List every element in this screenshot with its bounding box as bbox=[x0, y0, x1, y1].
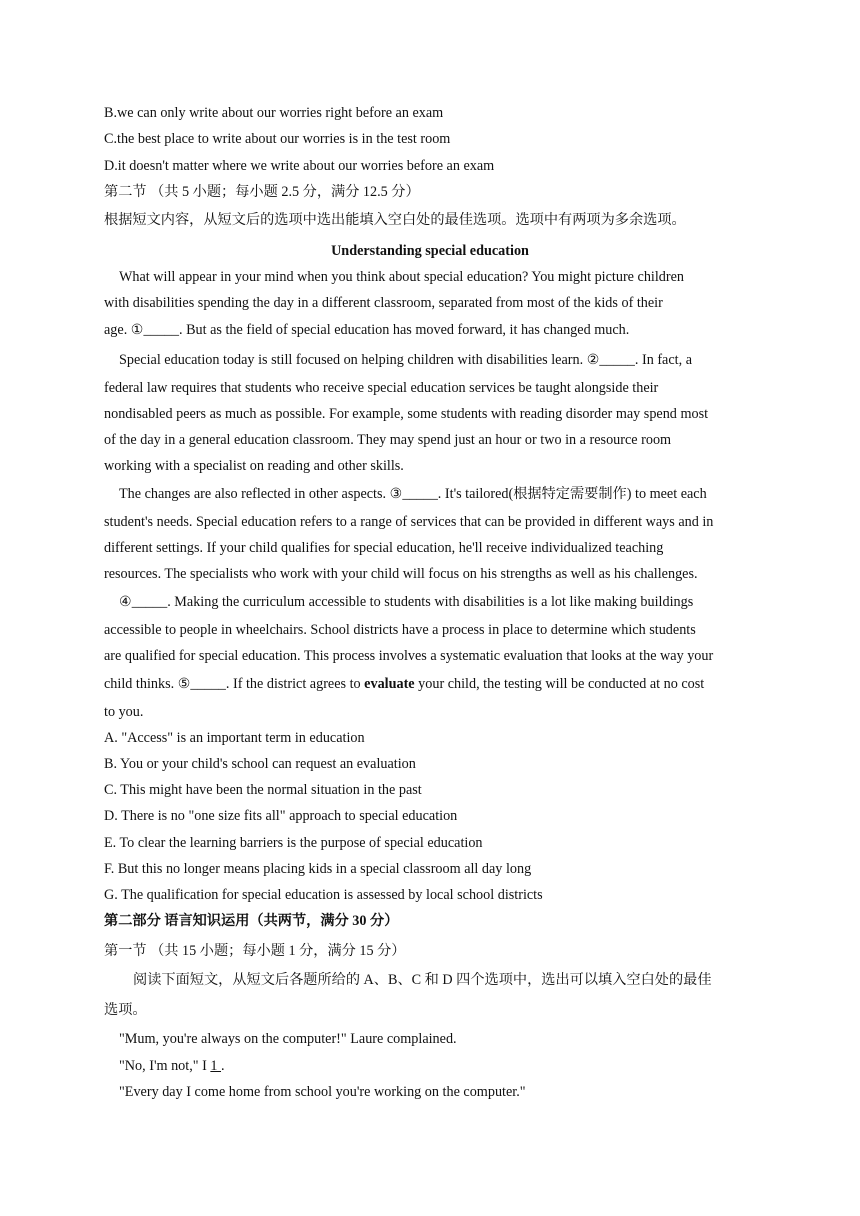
paragraph-4-text: your child, the testing will be conducted at no cost bbox=[414, 676, 705, 692]
answer-option-d: D. There is no "one size fits all" approach to special education bbox=[104, 808, 458, 824]
bold-keyword: evaluate bbox=[364, 676, 415, 692]
dialogue-line: "Every day I come home from school you're working on the computer." bbox=[119, 1084, 526, 1100]
part-heading: 第二部分 语言知识运用（共两节，满分 30 分） bbox=[104, 913, 399, 929]
paragraph-1-line: age. ①_____. But as the field of special education has moved forward, it has changed much. bbox=[104, 322, 630, 338]
answer-option-f: F. But this no longer means placing kids in a special classroom all day long bbox=[104, 861, 532, 877]
dialogue-text: . bbox=[221, 1058, 225, 1074]
paragraph-1-line: What will appear in your mind when you think about special education? You might picture children bbox=[119, 269, 685, 285]
paragraph-2-line: working with a specialist on reading and other skills. bbox=[104, 458, 404, 474]
paragraph-4-text: child thinks. ⑤_____. If the district agrees to bbox=[104, 676, 365, 692]
section-instructions: 阅读下面短文，从短文后各题所给的 A、B、C 和 D 四个选项中，选出可以填入空白处的最佳 bbox=[133, 972, 712, 988]
paragraph-2-line: federal law requires that students who receive special education services be taught alongside their bbox=[104, 380, 659, 396]
dialogue-line bbox=[119, 1056, 779, 1076]
paragraph-2-line: nondisabled peers as much as possible. For example, some students with reading disorder may spend most bbox=[104, 406, 709, 422]
paragraph-4-line: ④_____. Making the curriculum accessible to students with disabilities is a lot like making buildings bbox=[119, 594, 694, 610]
dialogue-text: "No, I'm not," I bbox=[119, 1058, 211, 1074]
paragraph-3-line: student's needs. Special education refers to a range of services that can be provided in different ways and in bbox=[104, 514, 714, 530]
paragraph-3-line: different settings. If your child qualifies for special education, he'll receive individualized teaching bbox=[104, 540, 664, 556]
dialogue-line: "Mum, you're always on the computer!" Laure complained. bbox=[119, 1031, 457, 1047]
paragraph-2-line: Special education today is still focused on helping children with disabilities learn. ②_____. In fact, a bbox=[119, 352, 692, 368]
section-instructions: 选项。 bbox=[104, 1002, 147, 1018]
paragraph-2-line: of the day in a general education classroom. They may spend just an hour or two in a resource room bbox=[104, 432, 672, 448]
paragraph-3-line: resources. The specialists who work with your child will focus on his strengths as well as his challenges. bbox=[104, 566, 698, 582]
passage-title: Understanding special education bbox=[331, 243, 529, 259]
answer-option-a: A. "Access" is an important term in education bbox=[104, 730, 365, 746]
paragraph-4-line: are qualified for special education. This process involves a systematic evaluation that looks at the way your bbox=[104, 648, 714, 664]
section-heading: 第二节 （共 5 小题；每小题 2.5 分，满分 12.5 分） bbox=[104, 184, 420, 200]
paragraph-3-line: The changes are also reflected in other aspects. ③_____. It's tailored(根据特定需要制作) to meet each bbox=[119, 486, 707, 502]
paragraph-4-line: to you. bbox=[104, 704, 144, 720]
answer-option-c: C. This might have been the normal situation in the past bbox=[104, 782, 422, 798]
section-heading: 第一节 （共 15 小题；每小题 1 分，满分 15 分） bbox=[104, 943, 406, 959]
answer-option-g: G. The qualification for special education is assessed by local school districts bbox=[104, 887, 543, 903]
section-instructions: 根据短文内容，从短文后的选项中选出能填入空白处的最佳选项。选项中有两项为多余选项。 bbox=[104, 212, 686, 228]
paragraph-4-line: accessible to people in wheelchairs. School districts have a process in place to determine which students bbox=[104, 622, 696, 638]
answer-option-b: B. You or your child's school can request an evaluation bbox=[104, 756, 416, 772]
question-option-c: C.the best place to write about our worries is in the test room bbox=[104, 131, 451, 147]
answer-option-e: E. To clear the learning barriers is the purpose of special education bbox=[104, 835, 483, 851]
paragraph-4-line bbox=[104, 674, 764, 694]
question-option-b: B.we can only write about our worries right before an exam bbox=[104, 105, 444, 121]
paragraph-1-line: with disabilities spending the day in a different classroom, separated from most of the kids of their bbox=[104, 295, 663, 311]
question-option-d: D.it doesn't matter where we write about our worries before an exam bbox=[104, 158, 495, 174]
blank-1: 1 bbox=[210, 1058, 222, 1074]
